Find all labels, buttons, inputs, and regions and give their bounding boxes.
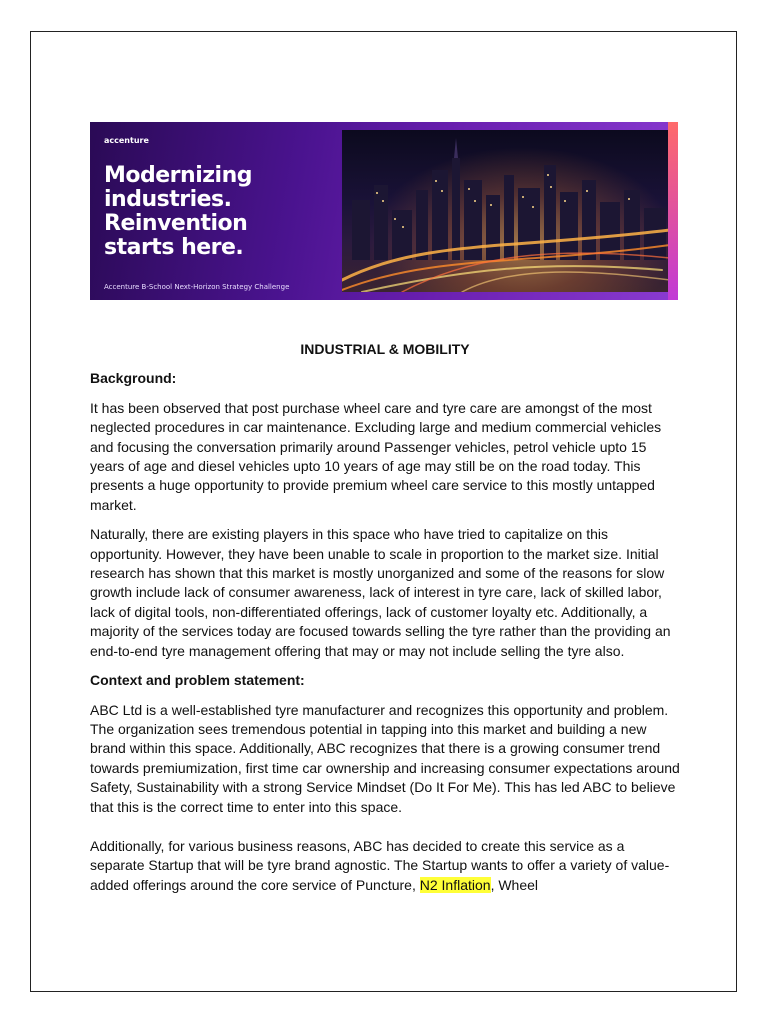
background-heading: Background: [90, 370, 177, 387]
document-title: INDUSTRIAL & MOBILITY [300, 341, 470, 357]
banner-subline: Accenture B-School Next-Horizon Strategy Challenge [104, 283, 290, 291]
accenture-banner [90, 122, 678, 300]
document-body [90, 340, 680, 905]
background-paragraph-1: It has been observed that post purchase wheel care and tyre care are amongst of the most neglected procedures in car maintenance. Excluding large and medium commercial vehicles and focusing the conversation primarily around Passenger vehicles, petrol vehicle upto 15 years of age and diesel vehicles upto 10 years of age may still be on the road today. This presents a huge opportunity to provide premium wheel care service to this mostly untapped market. [90, 399, 662, 513]
headline-line: Reinvention [104, 211, 248, 236]
context-heading: Context and problem statement: [90, 672, 305, 689]
background-paragraph-2: Naturally, there are existing players in this space who have tried to capitalize on this opportunity. However, they have been unable to scale in proportion to the market size. Initial research has shown that this market is mostly unorganized and some of the reasons for slow growth include lack of consumer awareness, lack of interest in tyre care, lack of skilled labor, lack of digital tools, non-differentiated offerings, lack of customer loyalty etc. Additionally, a majority of the services today are focused towards selling the tyre rather than the providing an end-to-end tyre management offering that may or may not include selling the tyre also. [90, 526, 671, 659]
context-paragraph-2 [90, 837, 680, 895]
context-paragraph-2-tail: , Wheel [490, 876, 539, 893]
highlighted-text: N2 Inflation [419, 876, 491, 893]
banner-accent-edge [668, 122, 678, 300]
headline-line: industries. [104, 187, 232, 212]
accenture-logo: accenture [104, 136, 149, 145]
city-night-image [342, 130, 670, 292]
headline-line: Modernizing [104, 163, 252, 188]
banner-headline [104, 164, 294, 260]
city-skyline-graphic [342, 130, 670, 292]
headline-line: starts here. [104, 235, 244, 260]
context-paragraph-2-text: Additionally, for various business reasons, ABC has decided to create this service as a separate Startup that will be tyre brand agnostic. The Startup wants to offer a variety of value-added offerings around the core service of Puncture, [90, 837, 670, 893]
context-paragraph-1: ABC Ltd is a well-established tyre manufacturer and recognizes this opportunity and problem. The organization sees tremendous potential in tapping into this market and building a new brand within this space. Additionally, ABC recognizes that there is a growing consumer trend towards premiumization, first time car ownership and increasing consumer expectations around Safety, Sustainability with a strong Service Mindset (Do It For Me). This has led ABC to believe that this is the correct time to enter into this space. [90, 701, 680, 815]
